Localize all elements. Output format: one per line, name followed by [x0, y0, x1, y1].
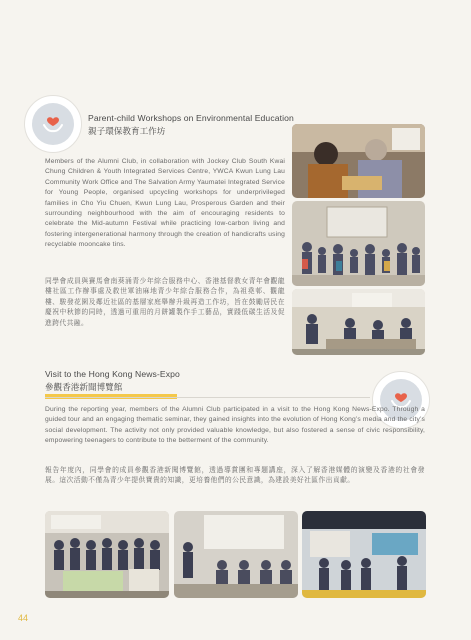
section2-title-zh: 參觀香港新聞博覽館: [45, 382, 123, 392]
section2-title-en: Visit to the Hong Kong News-Expo: [45, 369, 180, 379]
section1-body-zh: 同學會成員與賽馬會南葵涌青少年綜合服務中心、香港基督教女青年會觀龍樓社區工作辦事處及救世軍油麻地青少年綜合服務合作，為祖堯邨、觀龍樓、駿發花園及鄰近社區的基層家庭舉辦升級再造工作坊，旨在鼓勵居民在慶祝中秋節的同時，透過可重用的月餅罐製作手工藝品，實踐低碳生活及促進跨代共融。: [45, 278, 285, 327]
photo-newsexpo-tour: [302, 511, 426, 598]
heart-in-hands-icon: [39, 110, 67, 138]
page-number: 44: [18, 613, 29, 623]
photo-workshop-group: [292, 201, 425, 286]
section1-title-zh: 親子環保教育工作坊: [88, 126, 166, 136]
section2-rule: [45, 397, 370, 398]
section1-badge: [24, 95, 82, 153]
section2-body-en: During the reporting year, members of the Alumni Club participated in a visit to the Hong Kong News-Expo. Through a guided tour and an engaging thematic seminar, they gained insights into the evolution of Hong Kong’s media and the city’s social development. The activity not only provided valuable knowledge, but also fostered a sense of civic responsibility, empowering teenagers to contribute to the betterment of the community.: [45, 406, 425, 445]
photo-newsexpo-group: [45, 511, 169, 598]
photo-workshop-classroom: [292, 289, 425, 355]
section1-title-en: Parent-child Workshops on Environmental Education: [88, 113, 294, 123]
photo-workshop-craft: [292, 124, 425, 198]
section1-body-en: Members of the Alumni Club, in collaboration with Jockey Club South Kwai Chung Children & Youth Integrated Services Centre, YWCA Kwun Lung Lau Community Work Office and The Salvation Army Yaumatei Integrated Service for Young People, organised upcycling workshops for underprivileged families in Cho Yiu Chuen, Kwun Lung Lau, Prosperous Garden and their surrounding neighbourhood with the aim of encouraging residents to celebrate the Mid-autumn Festival while practicing low-carbon living and fostering intergenerational harmony through the creation of handicrafts using recyclable mooncake tins.: [45, 158, 285, 249]
photo-newsexpo-seminar: [174, 511, 298, 598]
section2-body-zh: 報告年度內，同學會的成員參觀香港新聞博覽館，透過導賞團和專題講座，深入了解香港媒體的演變及香港的社會發展。這次活動不僅為青少年提供寶貴的知識，更培養他們的公民意識，為建設美好社區作出貢獻。: [45, 467, 425, 485]
